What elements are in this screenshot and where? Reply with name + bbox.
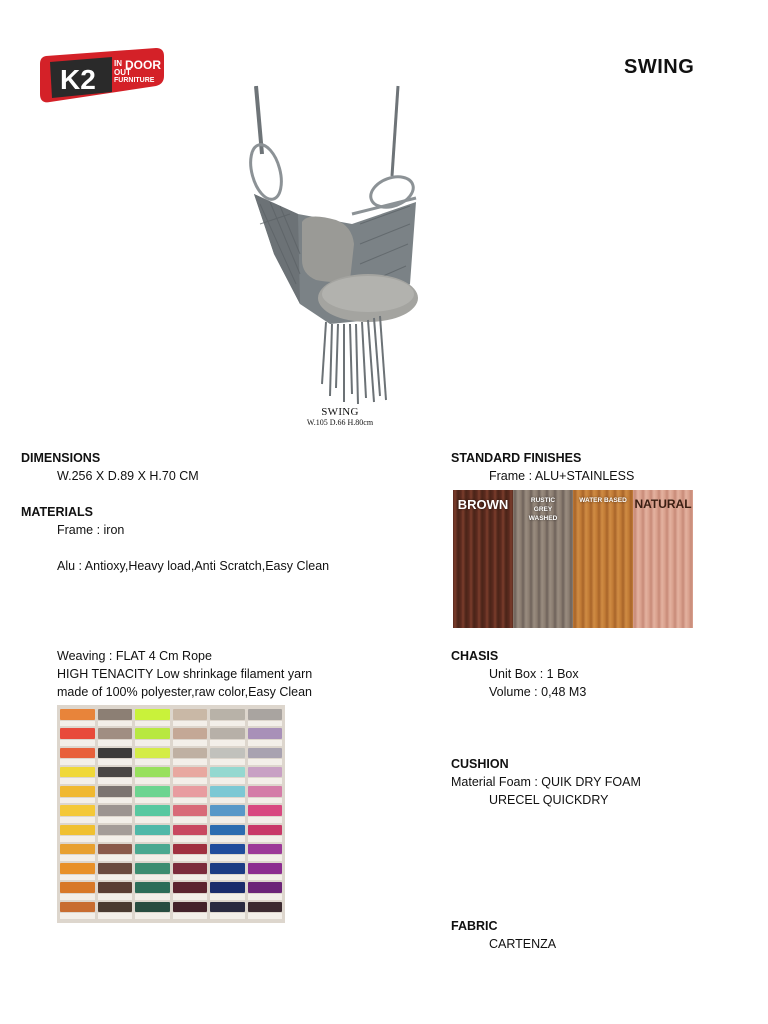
rope-color-swatch (248, 863, 283, 880)
rope-color-band (248, 709, 283, 720)
rope-color-band (173, 882, 208, 893)
rope-color-band (60, 882, 95, 893)
rope-color-swatch (135, 786, 170, 803)
rope-color-tag (173, 817, 208, 823)
rope-color-band (173, 709, 208, 720)
materials-tenacity: HIGH TENACITY Low shrinkage filament yarn (57, 667, 313, 681)
finish-swatch-rustic-grey (513, 490, 573, 628)
rope-color-tag (135, 913, 170, 919)
rope-color-swatch (248, 805, 283, 822)
rope-color-swatch (173, 805, 208, 822)
rope-color-swatch (135, 805, 170, 822)
rope-color-swatch (248, 748, 283, 765)
rope-color-band (98, 844, 133, 855)
rope-color-swatch (173, 709, 208, 726)
rope-color-band (135, 825, 170, 836)
rope-color-swatch (173, 748, 208, 765)
rope-color-tag (210, 875, 245, 881)
rope-color-tag (135, 740, 170, 746)
fabric-value: CARTENZA (489, 937, 557, 951)
rope-color-band (60, 825, 95, 836)
rope-color-swatch (210, 709, 245, 726)
rope-color-tag (248, 740, 283, 746)
rope-color-band (173, 728, 208, 739)
rope-color-swatch (60, 902, 95, 919)
rope-color-swatch (210, 863, 245, 880)
rope-color-band (60, 709, 95, 720)
rope-color-band (248, 728, 283, 739)
chasis-volume: Volume : 0,48 M3 (489, 685, 587, 699)
rope-color-chart (57, 705, 285, 923)
rope-color-swatch (210, 844, 245, 861)
materials-alu: Alu : Antioxy,Heavy load,Anti Scratch,Easy Clean (57, 559, 330, 573)
rope-color-band (98, 863, 133, 874)
rope-color-band (135, 863, 170, 874)
rope-color-tag (98, 778, 133, 784)
rope-color-band (248, 844, 283, 855)
finish-swatch-water-based (573, 490, 633, 628)
rope-color-band (173, 786, 208, 797)
rope-color-tag (210, 894, 245, 900)
rope-color-swatch (173, 863, 208, 880)
rope-color-tag (135, 817, 170, 823)
rope-color-tag (173, 798, 208, 804)
k2-logo (38, 46, 166, 104)
rope-color-swatch (135, 728, 170, 745)
rope-color-tag (98, 740, 133, 746)
rope-color-tag (210, 817, 245, 823)
rope-color-band (173, 767, 208, 778)
cushion-heading: CUSHION (451, 757, 509, 771)
chasis-heading: CHASIS (451, 649, 499, 663)
rope-color-band (248, 902, 283, 913)
rope-color-band (173, 902, 208, 913)
rope-color-tag (98, 875, 133, 881)
rope-color-swatch (173, 786, 208, 803)
rope-color-band (98, 805, 133, 816)
finish-swatch-natural (633, 490, 693, 628)
rope-color-band (135, 882, 170, 893)
rope-color-tag (248, 817, 283, 823)
finish-swatch-brown (453, 490, 513, 628)
fabric-heading: FABRIC (451, 919, 498, 933)
rope-color-band (98, 825, 133, 836)
rope-color-band (60, 728, 95, 739)
rope-color-swatch (60, 728, 95, 745)
rope-color-swatch (248, 767, 283, 784)
rope-color-tag (135, 778, 170, 784)
svg-text:FURNITURE: FURNITURE (114, 77, 155, 84)
rope-color-tag (210, 913, 245, 919)
rope-color-band (135, 709, 170, 720)
rope-color-swatch (248, 728, 283, 745)
rope-color-swatch (135, 748, 170, 765)
rope-color-tag (60, 836, 95, 842)
rope-color-swatch (135, 863, 170, 880)
page-title: SWING (624, 56, 695, 78)
rope-color-tag (60, 894, 95, 900)
rope-color-tag (210, 855, 245, 861)
cushion-urecel: URECEL QUICKDRY (489, 793, 609, 807)
rope-color-tag (98, 913, 133, 919)
rope-color-tag (173, 836, 208, 842)
rope-color-band (98, 767, 133, 778)
rope-color-band (60, 844, 95, 855)
rope-color-swatch (173, 767, 208, 784)
rope-color-band (248, 825, 283, 836)
rope-color-tag (98, 798, 133, 804)
svg-text:OUT: OUT (114, 68, 131, 77)
rope-color-band (210, 902, 245, 913)
rope-color-band (135, 748, 170, 759)
rope-color-tag (210, 740, 245, 746)
rope-color-tag (173, 721, 208, 727)
rope-color-swatch (173, 882, 208, 899)
rope-color-tag (60, 875, 95, 881)
rope-color-swatch (60, 825, 95, 842)
standard-finishes-frame: Frame : ALU+STAINLESS (489, 469, 635, 483)
rope-color-swatch (135, 844, 170, 861)
rope-color-tag (210, 778, 245, 784)
rope-color-swatch (248, 902, 283, 919)
rope-color-swatch (135, 882, 170, 899)
rope-color-tag (210, 721, 245, 727)
rope-color-band (98, 748, 133, 759)
rope-color-tag (173, 778, 208, 784)
materials-frame: Frame : iron (57, 523, 125, 537)
svg-text:IN: IN (114, 59, 122, 68)
dimensions-value: W.256 X D.89 X H.70 CM (57, 469, 199, 483)
rope-color-tag (248, 855, 283, 861)
rope-color-band (60, 805, 95, 816)
rope-color-swatch (98, 805, 133, 822)
materials-heading: MATERIALS (21, 505, 93, 519)
dimensions-heading: DIMENSIONS (21, 451, 101, 465)
rope-color-band (98, 882, 133, 893)
rope-color-tag (248, 913, 283, 919)
rope-color-band (60, 902, 95, 913)
rope-color-swatch (210, 767, 245, 784)
rope-color-band (173, 805, 208, 816)
rope-color-tag (210, 836, 245, 842)
rope-color-band (210, 728, 245, 739)
rope-color-swatch (135, 709, 170, 726)
rope-color-swatch (135, 902, 170, 919)
rope-color-band (135, 767, 170, 778)
rope-color-swatch (98, 902, 133, 919)
materials-weaving: Weaving : FLAT 4 Cm Rope (57, 649, 212, 663)
rope-color-tag (248, 778, 283, 784)
rope-color-swatch (210, 786, 245, 803)
rope-color-band (210, 709, 245, 720)
rope-color-tag (60, 817, 95, 823)
rope-color-band (173, 748, 208, 759)
rope-color-tag (135, 875, 170, 881)
rope-color-tag (173, 740, 208, 746)
rope-color-tag (173, 875, 208, 881)
rope-color-swatch (98, 728, 133, 745)
rope-color-band (98, 786, 133, 797)
logo-k2-text: K2 (60, 64, 96, 95)
rope-color-swatch (248, 825, 283, 842)
rope-color-tag (60, 759, 95, 765)
rope-color-swatch (173, 728, 208, 745)
rope-color-band (98, 902, 133, 913)
swing-product-image (240, 84, 440, 436)
rope-color-band (135, 844, 170, 855)
rope-color-swatch (98, 863, 133, 880)
rope-color-band (210, 825, 245, 836)
rope-color-tag (135, 798, 170, 804)
rope-color-swatch (173, 902, 208, 919)
rope-color-swatch (210, 902, 245, 919)
rope-color-tag (135, 894, 170, 900)
rope-color-swatch (98, 825, 133, 842)
rope-color-tag (60, 798, 95, 804)
rope-color-swatch (248, 882, 283, 899)
finish-label-water-based: WATER BASED (579, 497, 627, 504)
rope-color-band (210, 882, 245, 893)
product-caption-dimensions: W.105 D.66 H.80cm (306, 418, 374, 427)
rope-color-tag (98, 721, 133, 727)
rope-color-swatch (210, 825, 245, 842)
product-caption (240, 406, 440, 427)
rope-color-tag (248, 759, 283, 765)
cushion-foam: Material Foam : QUIK DRY FOAM (451, 775, 641, 789)
rope-color-band (210, 805, 245, 816)
finish-label-brown: BROWN (457, 497, 509, 512)
rope-color-swatch (248, 844, 283, 861)
rope-color-band (248, 748, 283, 759)
rope-color-tag (135, 836, 170, 842)
finish-label-rustic-grey: RUSTIC GREY WASHED (528, 497, 558, 522)
rope-color-tag (248, 798, 283, 804)
rope-color-band (210, 786, 245, 797)
rope-color-swatch (98, 767, 133, 784)
rope-color-band (248, 767, 283, 778)
rope-color-band (60, 786, 95, 797)
finish-label-natural: NATURAL (634, 497, 692, 511)
rope-color-swatch (60, 767, 95, 784)
rope-color-band (210, 844, 245, 855)
rope-color-band (135, 902, 170, 913)
rope-color-band (173, 825, 208, 836)
rope-color-tag (210, 798, 245, 804)
rope-color-swatch (210, 748, 245, 765)
rope-color-swatch (210, 882, 245, 899)
rope-color-tag (135, 855, 170, 861)
rope-color-swatch (98, 709, 133, 726)
standard-finishes-heading: STANDARD FINISHES (451, 451, 582, 465)
rope-color-swatch (60, 844, 95, 861)
rope-color-band (135, 805, 170, 816)
rope-color-swatch (60, 786, 95, 803)
rope-color-swatch (98, 882, 133, 899)
rope-color-tag (98, 894, 133, 900)
rope-color-swatch (135, 825, 170, 842)
rope-color-tag (173, 759, 208, 765)
rope-color-tag (248, 875, 283, 881)
rope-color-tag (60, 778, 95, 784)
rope-color-band (173, 863, 208, 874)
rope-color-band (210, 767, 245, 778)
svg-text:DOOR: DOOR (125, 58, 161, 72)
rope-color-band (60, 748, 95, 759)
rope-color-tag (173, 913, 208, 919)
rope-color-band (248, 805, 283, 816)
rope-color-band (210, 863, 245, 874)
rope-color-band (248, 786, 283, 797)
chasis-unit-box: Unit Box : 1 Box (489, 667, 579, 681)
wood-finish-swatches (453, 490, 693, 628)
rope-color-tag (98, 855, 133, 861)
rope-color-swatch (60, 863, 95, 880)
rope-color-swatch (60, 882, 95, 899)
rope-color-swatch (98, 786, 133, 803)
rope-color-swatch (60, 709, 95, 726)
rope-color-band (60, 863, 95, 874)
rope-color-swatch (98, 748, 133, 765)
rope-color-band (248, 863, 283, 874)
rope-color-tag (135, 721, 170, 727)
rope-color-swatch (248, 709, 283, 726)
product-caption-title: SWING (321, 406, 359, 418)
rope-color-tag (248, 721, 283, 727)
rope-color-tag (248, 894, 283, 900)
rope-color-tag (98, 836, 133, 842)
rope-color-swatch (173, 844, 208, 861)
rope-color-band (210, 748, 245, 759)
rope-color-band (98, 709, 133, 720)
rope-color-tag (173, 855, 208, 861)
rope-color-tag (210, 759, 245, 765)
rope-color-tag (60, 721, 95, 727)
rope-color-tag (60, 855, 95, 861)
rope-color-band (135, 728, 170, 739)
rope-color-swatch (135, 767, 170, 784)
rope-color-tag (60, 740, 95, 746)
rope-color-swatch (60, 805, 95, 822)
rope-color-band (248, 882, 283, 893)
rope-color-tag (173, 894, 208, 900)
rope-color-tag (248, 836, 283, 842)
rope-color-band (60, 767, 95, 778)
materials-polyester: made of 100% polyester,raw color,Easy Clean (57, 685, 312, 699)
rope-color-swatch (60, 748, 95, 765)
rope-color-band (135, 786, 170, 797)
rope-color-swatch (173, 825, 208, 842)
rope-color-band (98, 728, 133, 739)
rope-color-swatch (98, 844, 133, 861)
rope-color-band (173, 844, 208, 855)
rope-color-tag (60, 913, 95, 919)
rope-color-swatch (248, 786, 283, 803)
rope-color-tag (98, 817, 133, 823)
rope-color-tag (98, 759, 133, 765)
rope-color-tag (135, 759, 170, 765)
rope-color-swatch (210, 728, 245, 745)
rope-color-swatch (210, 805, 245, 822)
